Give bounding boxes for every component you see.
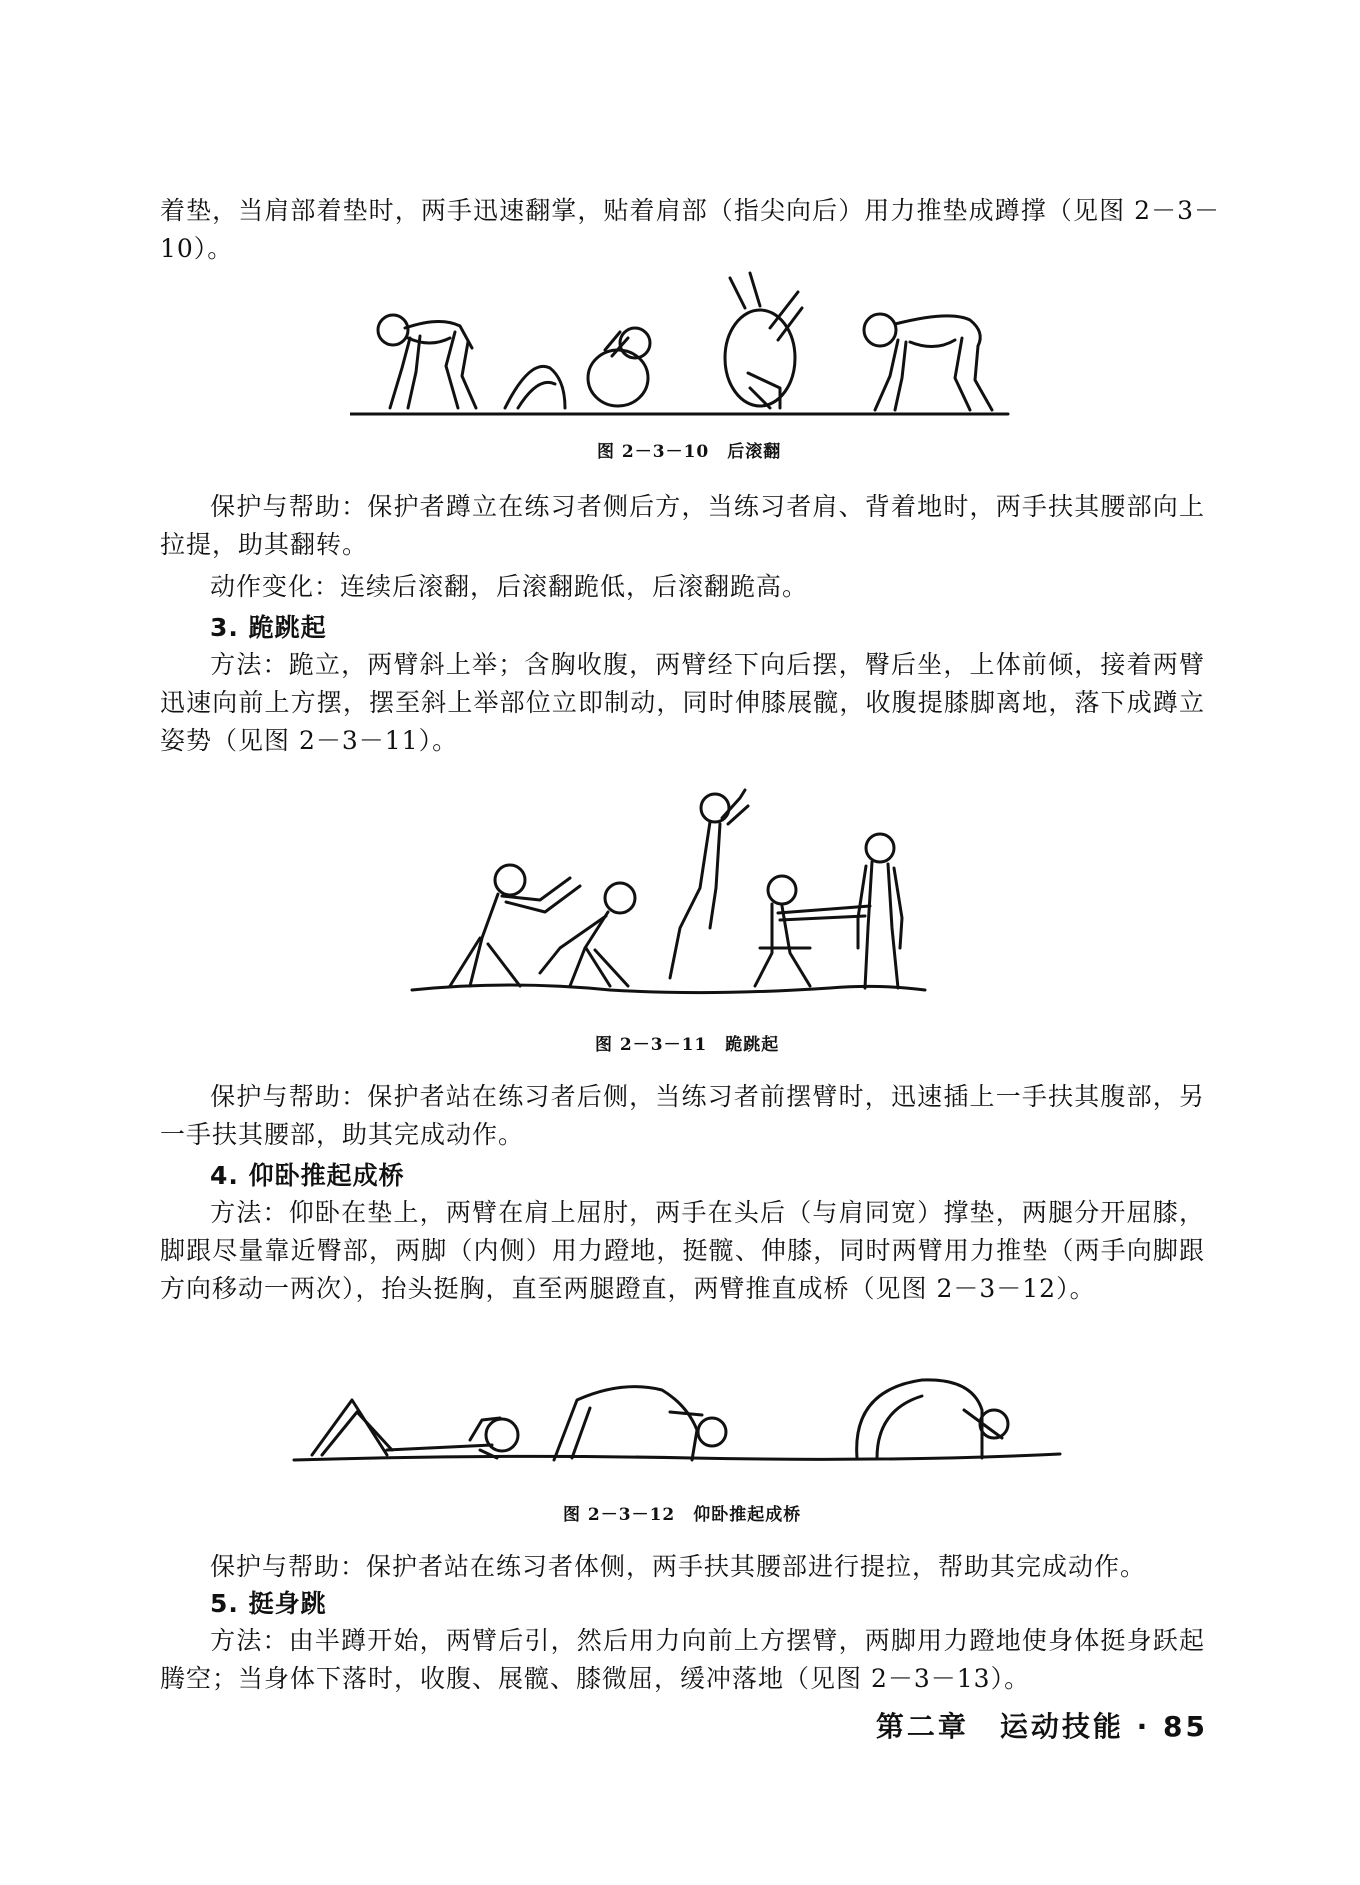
paragraph-continuation: 着垫，当肩部着垫时，两手迅速翻掌，贴着肩部（指尖向后）用力推垫成蹲撑（见图 2－3－10）。 (160, 196, 1220, 263)
figure-caption: 图 2－3－11 跪跳起 (595, 1035, 780, 1055)
paragraph-protection-3 (160, 1548, 1205, 1586)
bridge-illustration (292, 1350, 1062, 1480)
section-heading-kneeling-jump: 3. 跪跳起 (210, 613, 327, 642)
paragraph-text: 方法：由半蹲开始，两臂后引，然后用力向前上方摆臂，两脚用力蹬地使身体挺身跃起腾空；当身体下落时，收腹、展髋、膝微屈，缓冲落地（见图 2－3－13）。 (160, 1626, 1205, 1693)
section-heading-arch-jump: 5. 挺身跳 (210, 1589, 327, 1618)
figure-bridge (292, 1350, 1062, 1480)
paragraph-text: 保护与帮助：保护者站在练习者体侧，两手扶其腰部进行提拉，帮助其完成动作。 (210, 1552, 1147, 1581)
paragraph-method-bridge (160, 1194, 1205, 1308)
figure-kneeling-jump (410, 788, 930, 1008)
figure-backward-roll (350, 268, 1010, 428)
section-heading-bridge: 4. 仰卧推起成桥 (210, 1161, 405, 1190)
paragraph-text: 保护与帮助：保护者蹲立在练习者侧后方，当练习者肩、背着地时，两手扶其腰部向上拉提，助其翻转。 (160, 492, 1205, 559)
paragraph-protection-1 (160, 488, 1205, 564)
page-footer: 第二章 运动技能 · 85 (875, 1710, 1208, 1743)
paragraph-text: 保护与帮助：保护者站在练习者后侧，当练习者前摆臂时，迅速插上一手扶其腹部，另一手扶其腰部，助其完成动作。 (160, 1082, 1205, 1149)
paragraph-method-kneeling-jump (160, 646, 1205, 760)
kneeling-jump-illustration (410, 788, 930, 1008)
paragraph-text: 方法：仰卧在垫上，两臂在肩上屈肘，两手在头后（与肩同宽）撑垫，两腿分开屈膝，脚跟尽量靠近臀部，两脚（内侧）用力蹬地，挺髋、伸膝，同时两臂用力推垫（两手向脚跟方向移动一两次），抬头挺胸，直至两腿蹬直，两臂推直成桥（见图 2－3－12）。 (160, 1198, 1205, 1303)
figure-caption: 图 2－3－12 仰卧推起成桥 (563, 1505, 802, 1525)
paragraph-text: 方法：跪立，两臂斜上举；含胸收腹，两臂经下向后摆，臀后坐，上体前倾，接着两臂迅速向前上方摆，摆至斜上举部位立即制动，同时伸膝展髋，收腹提膝脚离地，落下成蹲立姿势（见图 2－3－11）。 (160, 650, 1205, 755)
paragraph-text: 动作变化：连续后滚翻，后滚翻跪低，后滚翻跪高。 (210, 572, 809, 601)
backward-roll-illustration (350, 268, 1010, 428)
figure-caption: 图 2－3－10 后滚翻 (597, 442, 782, 462)
paragraph-protection-2 (160, 1078, 1205, 1154)
paragraph-method-arch-jump (160, 1622, 1205, 1698)
paragraph-variation (160, 568, 1205, 606)
